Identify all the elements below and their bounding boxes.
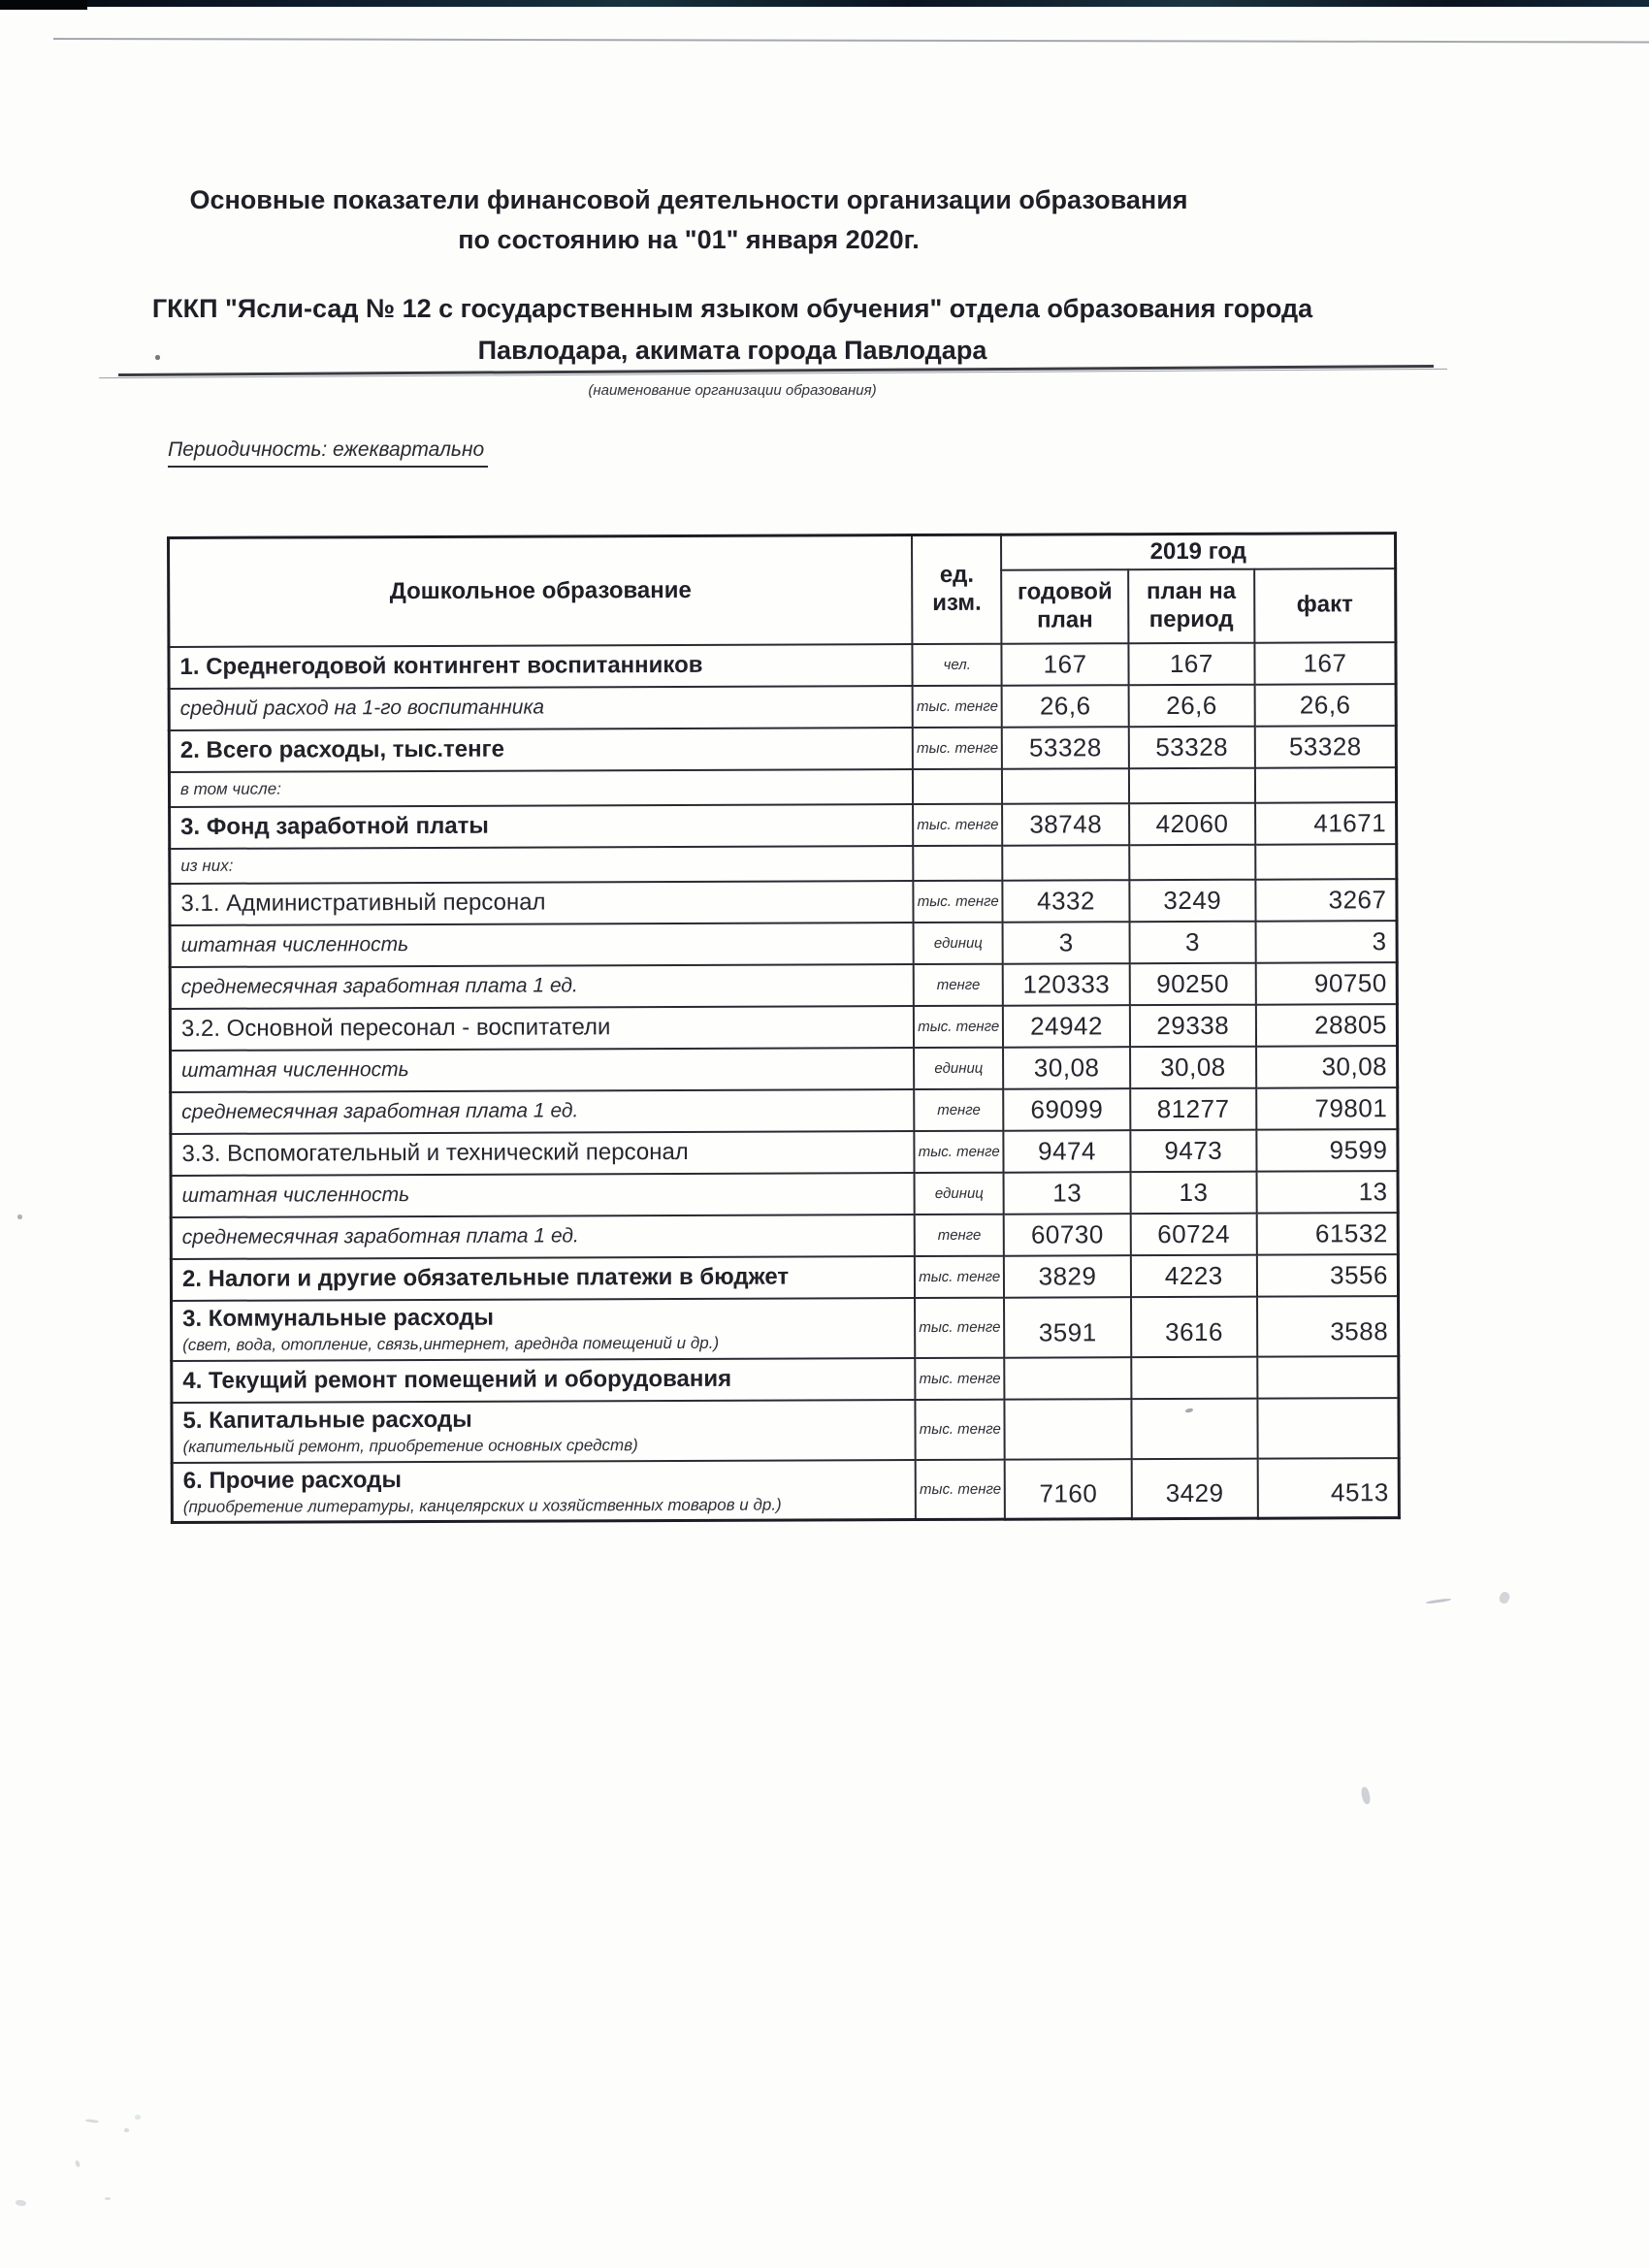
cell-fact: 3 (1256, 921, 1398, 963)
cell-plan-year: 38748 (1003, 803, 1129, 845)
indicator-label: 2. Всего расходы, тыс.тенге (179, 735, 505, 763)
header-plan-period: план на период (1128, 568, 1255, 642)
header-unit: ед. изм. (912, 535, 1002, 643)
cell-plan-year: 7160 (1005, 1459, 1132, 1519)
cell-fact: 30,08 (1256, 1046, 1398, 1088)
cell-plan-year: 3591 (1004, 1297, 1131, 1357)
indicator-label: 3.3. Вспомогательный и технический персонал (181, 1138, 689, 1167)
cell-fact: 3556 (1257, 1254, 1399, 1297)
cell-unit: чел. (913, 643, 1003, 685)
scan-speck (16, 2199, 27, 2206)
cell-plan-year (1002, 768, 1128, 803)
org-line-2: Павлодара, акимата города Павлодара (477, 336, 987, 365)
cell-unit: тыс. тенге (915, 1297, 1005, 1357)
table-row (170, 1004, 1397, 1051)
cell-indicator (172, 1400, 916, 1463)
indicator-label: среднемесячная заработная плата 1 ед. (181, 1099, 579, 1123)
cell-plan-period: 42060 (1129, 802, 1255, 844)
indicator-label: 4. Текущий ремонт помещений и оборудования (182, 1365, 732, 1394)
indicator-note: (капительный ремонт, приобретение основных средств) (182, 1436, 638, 1456)
cell-unit: тыс. тенге (916, 1459, 1006, 1519)
cell-fact (1255, 767, 1397, 803)
cell-unit: тыс. тенге (914, 1130, 1004, 1172)
cell-plan-year (1005, 1399, 1132, 1459)
cell-fact (1255, 844, 1397, 880)
cell-unit: тыс. тенге (913, 685, 1003, 727)
cell-plan-year: 30,08 (1003, 1047, 1129, 1088)
indicator-label: штатная численность (181, 1058, 409, 1082)
table-row (170, 962, 1397, 1009)
cell-unit: единиц (914, 922, 1004, 963)
table-row (169, 767, 1396, 807)
cell-plan-year: 53328 (1002, 727, 1128, 768)
scan-speck (1360, 1786, 1372, 1804)
cell-unit: тенге (914, 963, 1004, 1005)
cell-indicator (171, 1215, 915, 1259)
title-line-2: по состоянию на "01" января 2020г. (458, 225, 920, 254)
org-caption: (наименование организации образования) (588, 382, 877, 399)
cell-plan-period: 3 (1129, 921, 1255, 962)
cell-indicator (169, 686, 913, 730)
cell-unit (913, 768, 1002, 803)
cell-unit: единиц (914, 1047, 1004, 1088)
cell-unit: тыс. тенге (915, 1255, 1005, 1297)
cell-plan-period: 4223 (1131, 1254, 1257, 1296)
cell-unit (913, 845, 1002, 880)
cell-fact: 79801 (1256, 1087, 1398, 1130)
cell-plan-period: 9473 (1130, 1129, 1256, 1171)
cell-fact: 41671 (1255, 802, 1397, 845)
cell-plan-year: 3829 (1004, 1255, 1130, 1297)
cell-indicator (171, 1256, 915, 1301)
table-row (172, 1296, 1399, 1361)
table-row (171, 1087, 1398, 1134)
cell-unit: тенге (914, 1088, 1004, 1130)
cell-plan-period: 90250 (1129, 962, 1255, 1005)
cell-plan-period (1131, 1398, 1258, 1458)
indicator-label: из них: (180, 856, 234, 875)
cell-unit: единиц (915, 1172, 1005, 1214)
cell-plan-year: 60730 (1004, 1214, 1130, 1255)
finance-table-body (169, 534, 1400, 1523)
indicator-label: 5. Капитальные расходы (182, 1406, 472, 1434)
table-row (171, 1254, 1398, 1301)
table-row (170, 879, 1397, 925)
scan-speck (124, 2128, 129, 2132)
cell-fact: 90750 (1256, 962, 1398, 1005)
cell-indicator (172, 1358, 916, 1403)
cell-plan-year (1003, 845, 1129, 881)
scan-speck (75, 2160, 81, 2168)
cell-plan-year: 13 (1004, 1172, 1130, 1215)
cell-fact: 61532 (1257, 1213, 1399, 1255)
organization-name (107, 288, 1358, 372)
table-row (172, 1458, 1399, 1523)
cell-plan-year: 9474 (1004, 1130, 1130, 1172)
cell-fact: 28805 (1256, 1004, 1398, 1047)
indicator-label: среднемесячная заработная плата 1 ед. (180, 974, 578, 998)
cell-fact: 53328 (1255, 726, 1397, 768)
title-line-1: Основные показатели финансовой деятельности организации образования (189, 185, 1188, 214)
header-category: Дошкольное образование (169, 535, 913, 647)
cell-plan-period: 13 (1130, 1171, 1256, 1214)
table-row (171, 1171, 1398, 1217)
cell-unit: тыс. тенге (913, 727, 1003, 768)
cell-fact: 3588 (1257, 1296, 1399, 1357)
cell-indicator (171, 1048, 915, 1092)
cell-indicator (170, 964, 914, 1009)
indicator-label: 3.2. Основной пересонал - воспитатели (180, 1014, 611, 1042)
cell-plan-year: 120333 (1003, 963, 1129, 1006)
cell-plan-year (1005, 1357, 1131, 1399)
table-row (170, 921, 1397, 967)
document-title (39, 180, 1339, 260)
cell-indicator (169, 644, 913, 689)
cell-indicator (170, 923, 914, 967)
indicator-label: 3. Фонд заработной платы (180, 812, 489, 840)
indicator-note: (приобретение литературы, канцелярских и хозяйственных товаров и др.) (182, 1495, 782, 1516)
finance-table-wrapper (167, 532, 1401, 1524)
cell-plan-period (1129, 844, 1255, 880)
cell-fact: 26,6 (1255, 684, 1397, 727)
cell-indicator (170, 804, 914, 849)
cell-plan-period: 53328 (1128, 726, 1254, 767)
indicator-label: средний расход на 1-го воспитанника (179, 696, 545, 720)
scan-speck (17, 1215, 22, 1219)
header-plan-year: годовой план (1002, 569, 1129, 643)
cell-indicator (170, 1006, 914, 1051)
cell-plan-period: 29338 (1130, 1004, 1256, 1046)
scan-speck (1498, 1591, 1511, 1605)
cell-plan-period: 3616 (1131, 1296, 1258, 1356)
cell-indicator (172, 1460, 916, 1523)
scan-speck (135, 2115, 141, 2120)
indicator-label: 1. Среднегодовой контингент воспитанников (179, 651, 703, 680)
cell-plan-period: 81277 (1130, 1087, 1256, 1130)
finance-table (167, 532, 1401, 1524)
table-row (172, 1398, 1399, 1463)
indicator-label: в том числе: (179, 779, 281, 798)
cell-indicator (171, 1173, 915, 1217)
cell-unit: тыс. тенге (913, 803, 1003, 845)
indicator-label: штатная численность (180, 933, 409, 956)
cell-unit: тыс. тенге (916, 1399, 1006, 1459)
table-row (171, 1213, 1398, 1259)
periodicity-label: Периодичность: ежеквартально (168, 438, 488, 468)
cell-plan-period: 167 (1128, 642, 1254, 684)
cell-fact: 3267 (1255, 879, 1397, 922)
scan-speck (85, 2119, 99, 2122)
cell-unit: тыс. тенге (913, 880, 1003, 922)
scan-speck (1426, 1598, 1451, 1604)
cell-plan-period: 3429 (1131, 1458, 1258, 1518)
scan-horizontal-line (53, 38, 1649, 43)
table-row (169, 642, 1396, 689)
indicator-label: штатная численность (181, 1183, 410, 1207)
cell-plan-period: 60724 (1130, 1213, 1256, 1254)
cell-indicator (172, 1298, 916, 1361)
indicator-label: 3. Коммунальные расходы (182, 1304, 495, 1332)
cell-unit: тыс. тенге (914, 1005, 1004, 1047)
cell-plan-year: 24942 (1003, 1005, 1129, 1047)
cell-indicator (169, 728, 913, 772)
table-row (169, 684, 1396, 730)
table-row (170, 844, 1397, 884)
scanner-edge-strip (0, 0, 1649, 7)
cell-fact: 13 (1257, 1171, 1399, 1214)
cell-plan-year: 69099 (1004, 1088, 1130, 1131)
scan-speck (105, 2197, 111, 2200)
indicator-label: 2. Налоги и другие обязательные платежи в бюджет (181, 1263, 790, 1292)
cell-fact (1257, 1398, 1399, 1459)
cell-indicator (171, 1089, 915, 1134)
cell-plan-year: 26,6 (1002, 685, 1128, 727)
table-row (169, 726, 1396, 772)
cell-unit: тенге (915, 1214, 1005, 1255)
cell-plan-period: 3249 (1129, 879, 1255, 921)
indicator-note: (свет, вода, отопление, связь,интернет, ареднда помещений и др.) (182, 1333, 720, 1354)
cell-plan-period: 30,08 (1130, 1046, 1256, 1087)
indicator-label: 3.1. Административный персонал (180, 889, 546, 917)
cell-fact (1257, 1356, 1399, 1399)
cell-plan-year: 3 (1003, 922, 1129, 963)
cell-indicator (170, 846, 914, 884)
table-row (171, 1046, 1398, 1092)
table-row (171, 1129, 1398, 1176)
table-row (172, 1356, 1399, 1403)
header-year-group: 2019 год (1001, 534, 1395, 570)
cell-indicator (169, 769, 913, 807)
header-fact: факт (1254, 568, 1396, 643)
org-line-1: ГККП "Ясли-сад № 12 с государственным языком обучения" отдела образования города (151, 294, 1313, 323)
cell-indicator (170, 881, 914, 925)
cell-plan-period: 26,6 (1128, 684, 1254, 726)
cell-fact: 167 (1254, 642, 1396, 685)
scan-speck (155, 355, 160, 360)
cell-plan-year: 4332 (1003, 880, 1129, 922)
table-row (170, 802, 1397, 849)
cell-indicator (171, 1131, 915, 1176)
indicator-label: среднемесячная заработная плата 1 ед. (181, 1224, 579, 1248)
cell-unit: тыс. тенге (915, 1357, 1005, 1399)
indicator-label: 6. Прочие расходы (182, 1466, 403, 1494)
cell-plan-year: 167 (1002, 643, 1128, 685)
cell-fact: 9599 (1256, 1129, 1398, 1172)
cell-plan-period (1131, 1356, 1257, 1398)
cell-fact: 4513 (1258, 1458, 1400, 1519)
cell-plan-period (1129, 767, 1255, 802)
